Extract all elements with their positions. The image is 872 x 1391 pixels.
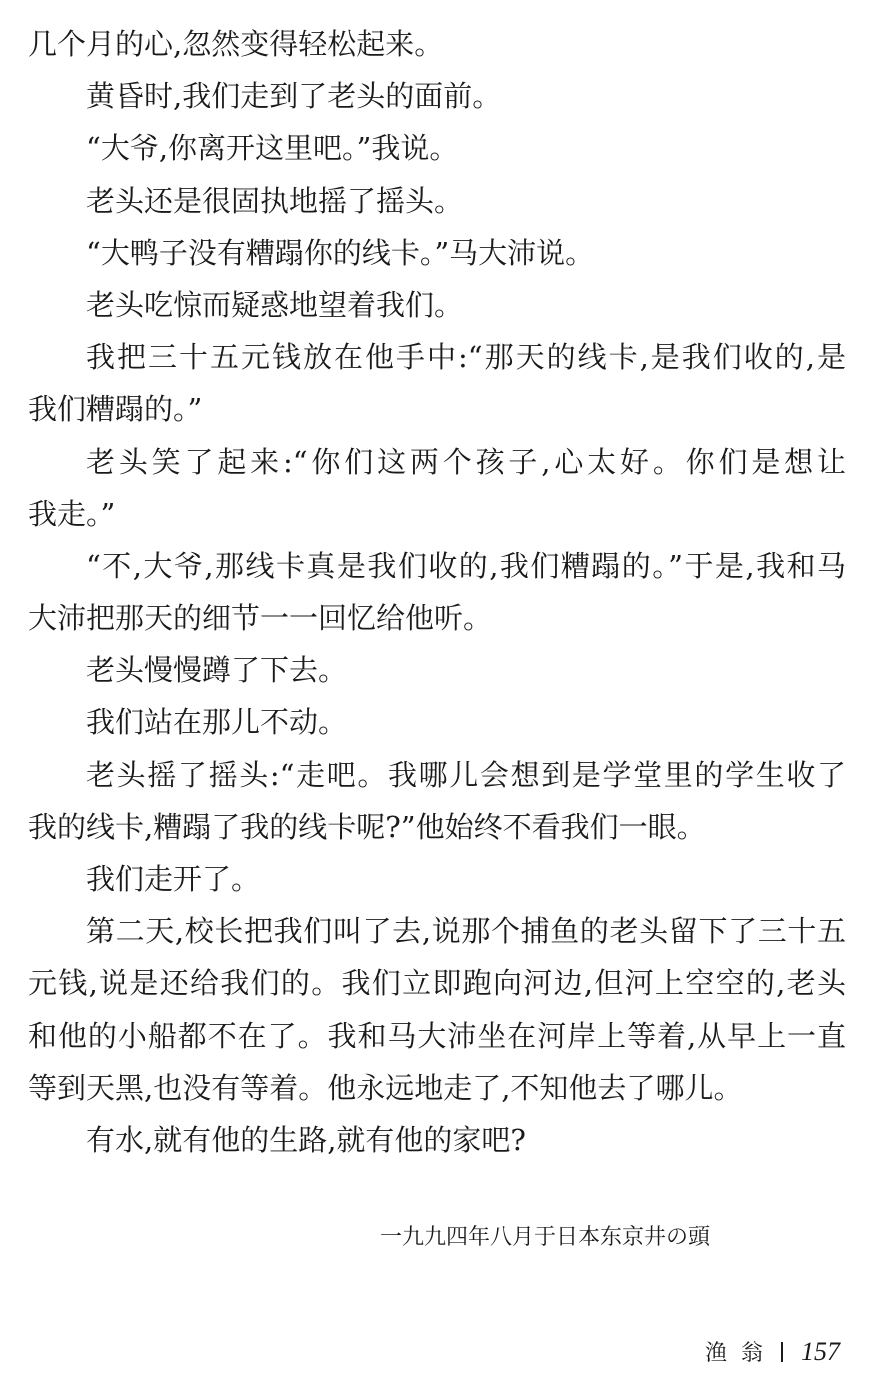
text-line: 我们站在那儿不动。 bbox=[86, 705, 348, 740]
page-number: 157 bbox=[801, 1336, 840, 1366]
text-line: 我走。” bbox=[28, 496, 116, 531]
date-signature: 一九九四年八月于日本东京井の頭 bbox=[380, 1225, 711, 1250]
text-line: 我把三十五元钱放在他手中:“那天的线卡,是我们收的,是 bbox=[86, 340, 846, 375]
text-line: 我们糟蹋的。” bbox=[28, 392, 203, 427]
page-footer bbox=[705, 1336, 840, 1367]
text-line: “大鸭子没有糟蹋你的线卡。”马大沛说。 bbox=[86, 235, 595, 270]
text-line: 第二天,校长把我们叫了去,说那个捕鱼的老头留下了三十五 bbox=[86, 914, 846, 949]
text-line: 老头慢慢蹲了下去。 bbox=[86, 653, 348, 688]
text-line: 有水,就有他的生路,就有他的家吧? bbox=[86, 1122, 526, 1157]
text-line: 我们走开了。 bbox=[86, 862, 261, 896]
text-line: 老头笑了起来:“你们这两个孩子,心太好。你们是想让 bbox=[86, 444, 846, 479]
text-line: “大爷,你离开这里吧。”我说。 bbox=[86, 131, 459, 166]
text-body bbox=[28, 18, 846, 1166]
text-line: 等到天黑,也没有等着。他永远地走了,不知他去了哪儿。 bbox=[28, 1070, 743, 1105]
text-line: 老头吃惊而疑惑地望着我们。 bbox=[86, 287, 464, 322]
text-line: 元钱,说是还给我们的。我们立即跑向河边,但河上空空的,老头 bbox=[28, 966, 846, 1001]
text-line: 老头还是很固执地摇了摇头。 bbox=[86, 183, 464, 218]
text-line: 我的线卡,糟蹋了我的线卡呢?”他始终不看我们一眼。 bbox=[28, 809, 706, 844]
text-line: “不,大爷,那线卡真是我们收的,我们糟蹋的。”于是,我和马 bbox=[86, 548, 846, 583]
text-line: 黄昏时,我们走到了老头的面前。 bbox=[86, 79, 502, 114]
text-line: 和他的小船都不在了。我和马大沛坐在河岸上等着,从早上一直 bbox=[28, 1018, 846, 1053]
text-line: 几个月的心,忽然变得轻松起来。 bbox=[28, 27, 444, 61]
text-line: 老头摇了摇头:“走吧。我哪儿会想到是学堂里的学生收了 bbox=[86, 757, 846, 792]
running-title: 渔翁 bbox=[704, 1341, 777, 1366]
text-line: 大沛把那天的细节一一回忆给他听。 bbox=[28, 601, 493, 636]
footer-divider bbox=[781, 1342, 783, 1362]
